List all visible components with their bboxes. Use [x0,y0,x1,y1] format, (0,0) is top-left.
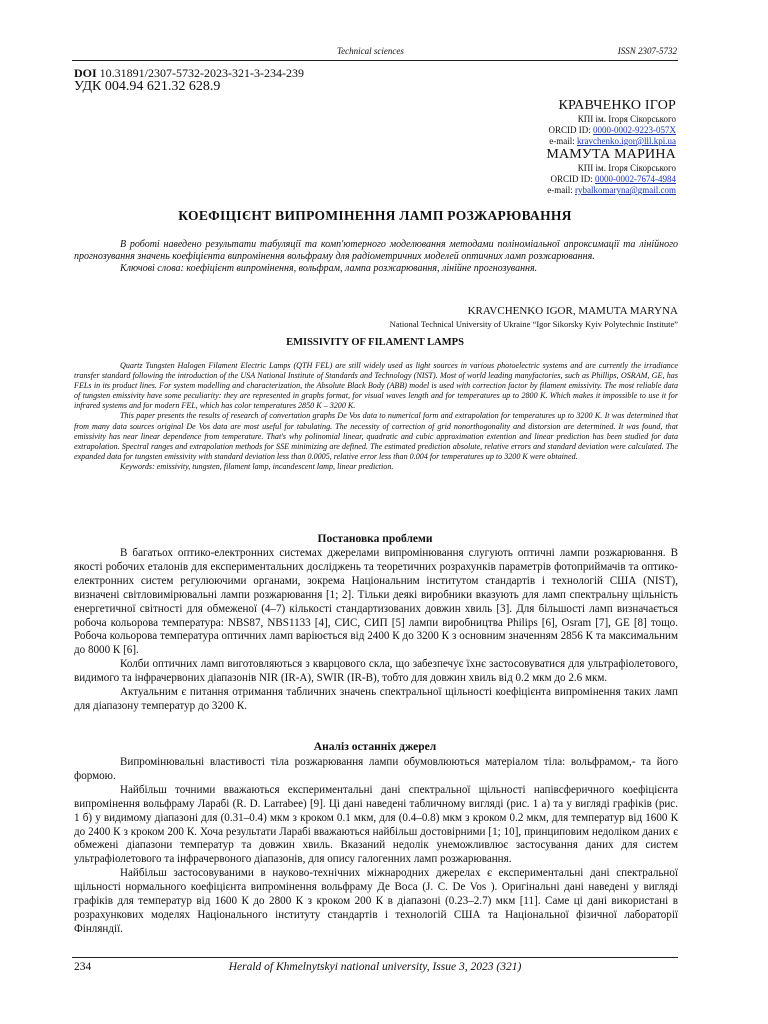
page-number: 234 [74,961,92,973]
journal-title: Herald of Khmelnytskyi national university, Issue 3, 2023 (321) [228,961,522,973]
header-section: Technical sciences [337,46,404,56]
abstract-en-paragraph: This paper presents the results of research of convertation graphs De Vos data to numerical form and extrapolation for temperatures up to 3200 K. It was determined that from many data sources original De Vos data are most useful for tabulating. The necessity of correction of grid nonorthogonality and distorsion are determined. It was found, that emissivity has near linear dependence from temperature. That's why polinomial linear, quadratic and cubic approximation extention and linear prediction has been studied for data extrapolation. Spectral ranges and extrapolation methods for SSE minimizing are defined. The estimated prediction absolute, relative errors and standard deviation were calculated. The expanded data for tungsten emissivity with standard deviation less than 0.0005, relative error less than 0.004 for temperatures up to 3200 K were obtained. [74,411,678,461]
keywords-en: Keywords: emissivity, tungsten, filament lamp, incandescent lamp, linear prediction. [120,461,394,471]
author-name: МАМУТА МАРИНА [546,147,676,162]
author-orcid [549,125,677,136]
body-paragraph: Актуальним є питання отримання табличних значень спектральної щільності коефіцієнта випромінення таких ламп для діапазону температур до 3200 К. [74,686,678,712]
article-title-uk: КОЕФІЦІЄНТ ВИПРОМІНЕННЯ ЛАМП РОЗЖАРЮВАННЯ [178,208,572,223]
author-email [546,185,676,196]
author-block-1 [549,98,677,147]
orcid-link[interactable]: 0000-0002-7674-4984 [595,174,676,184]
body-paragraph: Найбільш застосовуваними в науково-технічних міжнародних джерелах є експериментальні дані спектральної щільності нормального коефіцієнта випромінення вольфраму Де Воса (J. C. De Vos ). Оригінальні дані наведені у вигляді графіків для температур від 1600 К до 2800 К з кроком 200 К в діапазоні (0.23–2.7) мкм [11]. Саме ці дані використані в розрахункових моделях Національного інституту стандартів і технологій США та Національної фізичної лабораторії Фінляндії. [74,867,678,935]
author-affiliation: КПІ ім. Ігоря Сікорського [577,114,676,124]
body-paragraph: Випромінювальні властивості тіла розжарювання лампи обумовлюються матеріалом тіла: вольфрамом,- та його формою. [74,756,678,782]
section-body [74,547,678,714]
abstract-en-paragraph: Quartz Tungsten Halogen Filament Electric Lamps (QTH FEL) are still widely used as light sources in various photoelectric systems and are currently the irradiance transfer standard following the introduction of the USA National Institute of Standards and Technology (NIST). Most of world leading manyfactories, such as Phillips, OSRAM, GE, has FELs in its product lines. For system modelling and characterization, the Absolute Black Body (ABB) model is used with correction factor by filament emissivity. The most reliable data of tungsten emissivity have some peculiarity: they are represented in graphs format, for visual waves length and for temperatures up to 2800 K. Which makes it impossible to use it for infrared systems and for modern FEL, which has color temperatures 2850 K – 3200 K. [74,361,678,411]
section-heading: Постановка проблеми [317,533,433,545]
section-body [74,756,678,937]
keywords-uk: Ключові слова: коефіцієнт випромінення, вольфрам, лампа розжарювання, лінійне прогнозування. [120,263,538,274]
body-paragraph: В багатьох оптико-електронних системах джерелами випромінювання слугують оптичні лампи розжарювання. В якості робочих еталонів для експериментальних досліджень та теоретичних розрахунків параметрів фотоприймачів та оптико-електронних систем регулюючими органами, зокрема Національним інститутом стандартів і технологій США (NIST), визначені світловимірювальні лампи розжарювання [1; 2]. Тільки деякі виробники вказують для ламп спектральну щільність енергетичної світності для обмеженої (4–7) кількості стандартизованих довжин хвиль [3]. Для більшості ламп визначається робоча кольорова температура: NBS87, NBS1133 [4], СИС, СИП [5] лампи виробництва Philips [6], Osram [7], GE [8] тощо. Робоча кольорова температура оптичних ламп варіюється від 2400 К до 3200 К з основним значенням 2856 К та максимальним до 8000 К [6]. [74,547,678,657]
doi-value[interactable]: 10.31891/2307-5732-2023-321-3-234-239 [99,66,304,80]
authors-en: KRAVCHENKO IGOR, MAMUTA MARYNA [467,305,678,317]
body-paragraph: Найбільш точними вважаються експериментальні дані спектральної щільності напівсферичного коефіцієнта випромінення вольфраму Ларабі (R. D. Larrabee) [9]. Ці дані наведені табличному вигляді (рис. 1 а) та у вигляді графіків (рис. 1 б) у видимому діапазоні для (0.31–0.4) мкм з кроком 0.1 мкм, для (0.4–0.8) мкм з кроком 0.2 мкм, для температур від 1600 К до 2400 К з кроком 200 К. Хоча результати Ларабі вважаються найбільш достовірними [1; 10], принциповим недоліком даних є обмежені діапазони температур та довжин хвиль. Вказаний недолік унеможливлює застосування даних для систем ультрафіолетового та інфрачервоного діапазонів, для опису галогенних ламп розжарювання. [74,783,678,866]
email-link[interactable]: rybalkomaryna@gmail.com [574,185,676,195]
email-label: e-mail: [547,185,573,195]
header-rule [72,60,678,61]
organization-en: National Technical University of Ukraine “Igor Sikorsky Kyiv Polytechnic Institute” [389,319,678,329]
orcid-label: ORCID ID: [550,174,593,184]
udk-line: УДК 004.94 621.32 628.9 [74,79,221,94]
doi-label: DOI [74,66,97,80]
author-email [549,136,677,147]
email-link[interactable]: kravchenko.igor@lll.kpi.ua [576,136,676,146]
author-affiliation: КПІ ім. Ігоря Сікорського [577,163,676,173]
footer-rule [72,957,678,958]
header-issn: ISSN 2307-5732 [617,46,677,56]
body-paragraph: Колби оптичних ламп виготовляються з кварцового скла, що забезпечує їхнє застосовуватися для ультрафіолетового, видимого та інфрачервоних діапазонів NIR (IR-A), SWIR (IR-B), тобто для довжин хвиль від 0.2 мкм до 2.6 мкм. [74,658,678,685]
orcid-link[interactable]: 0000-0002-9223-057X [593,125,676,135]
author-name: КРАВЧЕНКО ІГОР [558,98,676,113]
abstract-uk-text: В роботі наведено результати табуляції та комп'ютерного моделювання методами поліноміальної апроксимації та лінійного прогнозування значень коефіцієнта випромінення вольфраму для радіометричних моделей оптичних ламп розжарювання. [74,239,678,262]
author-orcid [546,174,676,185]
email-label: e-mail: [549,136,575,146]
abstract-en [74,361,678,472]
abstract-uk [74,239,678,275]
orcid-label: ORCID ID: [548,125,591,135]
section-heading: Аналіз останніх джерел [313,741,437,753]
article-title-en: EMISSIVITY OF FILAMENT LAMPS [286,337,464,348]
author-block-2 [546,147,676,196]
